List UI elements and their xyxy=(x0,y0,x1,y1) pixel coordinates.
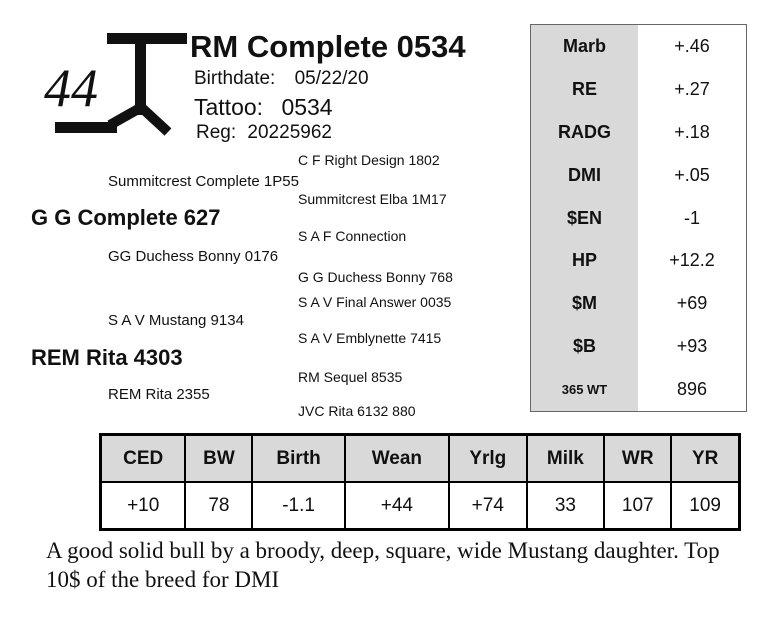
epd-row xyxy=(531,282,746,325)
epd-label: HP xyxy=(531,239,638,282)
birthdate-label: Birthdate: xyxy=(194,68,276,89)
epd-value: +.46 xyxy=(674,35,710,56)
bull-description: A good solid bull by a broody, deep, square, wide Mustang daughter. Top 10$ of the breed for DMI xyxy=(46,538,720,592)
table-cell: 33 xyxy=(527,482,605,530)
column-header: CED xyxy=(101,435,186,483)
column-header: Milk xyxy=(527,435,605,483)
table-cell: 78 xyxy=(185,482,252,530)
epd-label: Marb xyxy=(531,25,638,68)
column-header: Birth xyxy=(252,435,344,483)
table-cell: +44 xyxy=(345,482,449,530)
epd-value: +.05 xyxy=(674,164,710,185)
reg-label: Reg: xyxy=(196,122,237,143)
table-cell: 109 xyxy=(671,482,739,530)
epd-value: 896 xyxy=(676,379,708,400)
pedigree-dam-dam-dam: JVC Rita 6132 880 xyxy=(298,403,416,419)
epd-row xyxy=(531,154,746,197)
epd-value: +.27 xyxy=(674,78,710,99)
pedigree-sire-sire: Summitcrest Complete 1P55 xyxy=(108,173,299,190)
column-header: WR xyxy=(604,435,671,483)
tattoo-label: Tattoo: xyxy=(194,94,264,120)
bull-name: RM Complete 0534 xyxy=(190,29,466,64)
pedigree-dam-sire-dam: S A V Emblynette 7415 xyxy=(298,330,442,346)
table-row xyxy=(101,482,740,530)
epd-value: +.18 xyxy=(674,121,710,142)
epd-panel xyxy=(530,24,747,412)
growth-epd-table xyxy=(99,433,741,531)
table-header-row xyxy=(101,435,740,483)
column-header: Yrlg xyxy=(449,435,527,483)
pedigree-dam-dam-sire: RM Sequel 8535 xyxy=(298,369,403,385)
reg-line xyxy=(196,122,332,144)
pedigree-sire-dam: GG Duchess Bonny 0176 xyxy=(108,248,279,265)
epd-label: RADG xyxy=(531,111,638,154)
reg-value: 20225962 xyxy=(247,122,332,143)
epd-row xyxy=(531,25,746,68)
pedigree-sire-dam-sire: S A F Connection xyxy=(298,228,407,244)
brand-logo xyxy=(50,28,190,140)
birthdate-value: 05/22/20 xyxy=(294,68,369,89)
epd-row xyxy=(531,239,746,282)
column-header: Wean xyxy=(345,435,449,483)
epd-value: +69 xyxy=(676,293,708,314)
pedigree-dam-sire: S A V Mustang 9134 xyxy=(108,312,244,329)
table-cell: -1.1 xyxy=(252,482,344,530)
pedigree-sire: G G Complete 627 xyxy=(31,205,221,230)
pedigree-sire-dam-dam: G G Duchess Bonny 768 xyxy=(298,269,453,285)
epd-label: DMI xyxy=(531,154,638,197)
column-header: YR xyxy=(671,435,739,483)
epd-value: +12.2 xyxy=(669,250,715,271)
epd-row xyxy=(531,325,746,368)
table-cell: +10 xyxy=(101,482,186,530)
epd-label: 365 WT xyxy=(531,368,638,411)
epd-label: RE xyxy=(531,68,638,111)
epd-label: $M xyxy=(531,282,638,325)
pedigree-sire-sire-dam: Summitcrest Elba 1M17 xyxy=(298,191,447,207)
lot-number: 44 xyxy=(44,58,98,118)
tattoo-value: 0534 xyxy=(281,94,333,120)
pedigree-dam: REM Rita 4303 xyxy=(31,345,183,370)
column-header: BW xyxy=(185,435,252,483)
tattoo-line xyxy=(194,94,333,120)
pedigree-sire-sire-sire: C F Right Design 1802 xyxy=(298,152,440,168)
epd-label: $B xyxy=(531,325,638,368)
epd-row xyxy=(531,197,746,240)
table-cell: 107 xyxy=(604,482,671,530)
pedigree-dam-sire-sire: S A V Final Answer 0035 xyxy=(298,294,452,310)
birthdate-line xyxy=(194,68,369,90)
epd-label: $EN xyxy=(531,197,638,240)
epd-value: -1 xyxy=(683,207,700,228)
epd-row xyxy=(531,68,746,111)
epd-row xyxy=(531,111,746,154)
epd-row xyxy=(531,368,746,411)
table-cell: +74 xyxy=(449,482,527,530)
epd-value: +93 xyxy=(676,336,708,357)
pedigree-dam-dam: REM Rita 2355 xyxy=(108,386,210,403)
